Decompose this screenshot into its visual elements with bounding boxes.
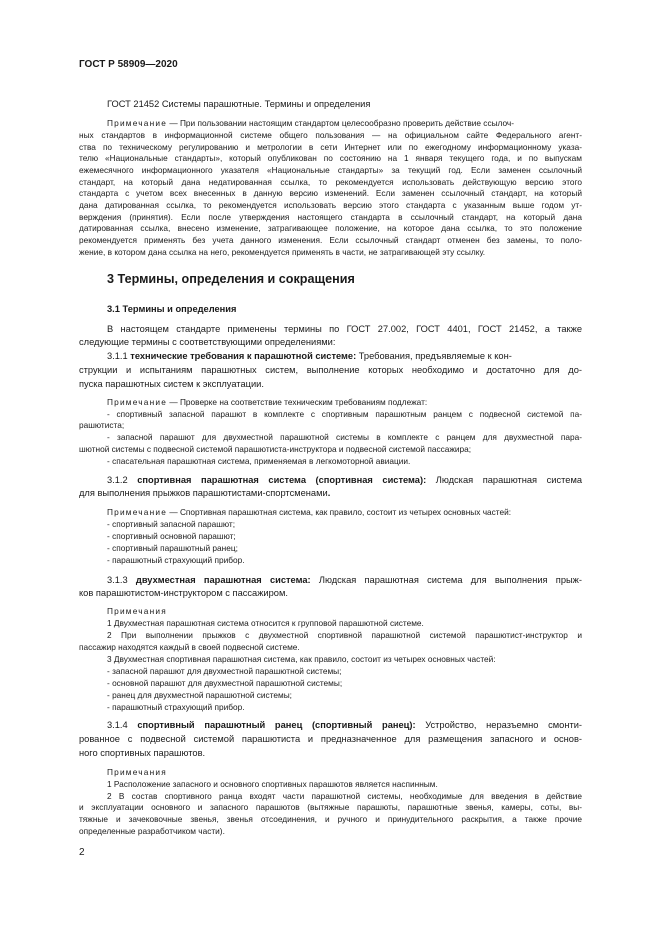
note-first-line — [107, 508, 511, 516]
note-line: датированная ссылка, внесено изменение, затрагивающее положение, на которое дана ссылка, то это положение — [79, 223, 582, 233]
note-line: ежемесячного информационного указателя «Национальные стандарты» за текущий год. Если заменен ссылочный — [79, 165, 582, 175]
intro-paragraph-line: В настоящем стандарте применены термины по ГОСТ 27.002, ГОСТ 4401, ГОСТ 21452, а также — [107, 324, 582, 334]
term-definition: Требования, предъявляемые к кон- — [356, 351, 512, 361]
note-text: — Спортивная парашютная система, как правило, состоит из четырех основных частей: — [167, 507, 512, 517]
note-line: тяжные и зачековочные звенья, звенья отсоединения, и ручного и принудительного раскрытия, а также прочие — [79, 814, 582, 824]
term-line — [107, 576, 582, 585]
list-item-continuation: шютной системы с подвесной системой парашютиста-инструктора и подвесной системой пассажира; — [79, 444, 472, 454]
note-line: 2 При выполнении прыжков с двухместной спортивной парашютной системой парашютист-инструктор и — [107, 630, 582, 640]
note-line: ных стандартов в информационной системе общего пользования — на официальном сайте Федерального агент- — [79, 130, 582, 140]
note-line: ства по техническому регулированию и метрологии в сети Интернет или по ежегодному информационному указа- — [79, 142, 582, 152]
term-definition: Устройство, неразъемно смонти- — [415, 720, 582, 730]
section-heading: 3 Термины, определения и сокращения — [107, 272, 355, 286]
note-line: телю «Национальные стандарты», который опубликован по состоянию на 1 января текущего года, и по выпускам — [79, 153, 582, 163]
list-item: - спортивный парашютный ранец; — [107, 543, 238, 553]
term-title: спортивный парашютный ранец (спортивный ранец): — [137, 720, 416, 730]
term-definition-line: струкции и испытаниям парашютных систем, выполнение которых необходимо и достаточно для до- — [79, 365, 582, 375]
term-line — [107, 476, 582, 485]
note-label: Примечание — [107, 507, 168, 517]
note-line: стандарта с учетом всех внесенных в данную версию изменений. Если заменен ссылочный стандарт, на который — [79, 188, 582, 198]
list-item: - спортивный основной парашют; — [107, 531, 236, 541]
note-text: — Проверке на соответствие техническим требованиям подлежат: — [167, 397, 428, 407]
term-definition: Людская парашютная система для выполнения прыж- — [310, 575, 582, 585]
term-definition-line: ков парашютистом-инструктором с пассажиром. — [79, 588, 288, 598]
list-item: - парашютный страхующий прибор. — [107, 702, 245, 712]
note-line: рекомендуется применять без учета данного изменения. Если ссылочный стандарт отменен без замены, то поло- — [79, 235, 582, 245]
term-title: двухместная парашютная система: — [135, 575, 311, 585]
list-item: - спасательная парашютная система, применяемая в легкомоторной авиации. — [107, 456, 411, 466]
notes-label: Примечания — [107, 767, 167, 777]
term-definition-line: пуска парашютных систем к эксплуатации. — [79, 379, 264, 389]
note-line: верждения (принятия). Если после утверждения настоящего стандарта в ссылочный стандарт, на который дана — [79, 212, 582, 222]
note-line: дана датированная ссылка, то рекомендуется использовать версию этого стандарта с указанным выше годом ут- — [79, 200, 582, 210]
note-line: и эксплуатации основного и запасного парашютов (вытяжные парашюты, парашютные звенья, камеры, соты, вы- — [79, 802, 582, 812]
note-line: 1 Расположение запасного и основного спортивных парашютов является наспинным. — [107, 779, 438, 789]
note-label: Примечание — [107, 397, 168, 407]
term-definition-line — [79, 489, 330, 498]
term-number: 3.1.1 — [107, 351, 131, 361]
term-definition-text: для выполнения прыжков парашютистами-спортсменами — [79, 488, 328, 498]
term-definition: Людская парашютная система — [426, 475, 583, 485]
note-line: 3 Двухместная спортивная парашютная система, как правило, состоит из четырех основных частей: — [107, 654, 496, 664]
term-definition-end: . — [327, 488, 331, 498]
note-line: жение, в котором дана ссылка на него, рекомендуется применять в части, не затрагивающей эту ссылку. — [79, 247, 486, 257]
term-line — [107, 721, 582, 730]
term-definition-line: рованное с подвесной системой парашютиста и предназначенное для размещения запасного и основ- — [79, 734, 582, 744]
subsection-heading: 3.1 Термины и определения — [107, 304, 237, 314]
term-definition-line: ного спортивных парашютов. — [79, 748, 206, 758]
note-text: — При пользовании настоящим стандартом целесообразно проверить действие ссылоч- — [167, 118, 515, 128]
referenced-standard: ГОСТ 21452 Системы парашютные. Термины и определения — [107, 99, 371, 109]
term-number: 3.1.4 — [107, 720, 138, 730]
note-line: стандарт, на который дана недатированная ссылка, то рекомендуется использовать действующую версию этого — [79, 177, 582, 187]
document-header: ГОСТ Р 58909—2020 — [79, 59, 178, 70]
page-number: 2 — [79, 847, 85, 858]
term-number: 3.1.3 — [107, 575, 136, 585]
list-item: - запасной парашют для двухместной парашютной системы; — [107, 666, 342, 676]
list-item-continuation: рашютиста; — [79, 420, 125, 430]
note-line: 1 Двухместная парашютная система относится к групповой парашютной системе. — [107, 618, 424, 628]
term-line — [107, 352, 582, 361]
intro-paragraph-line: следующие термины с соответствующими определениями: — [79, 337, 336, 347]
notes-label: Примечания — [107, 606, 167, 616]
term-title: технические требования к парашютной системе: — [130, 351, 357, 361]
note-line: определенные разработчиком части). — [79, 826, 225, 836]
list-item: - ранец для двухместной парашютной системы; — [107, 690, 292, 700]
list-item: - парашютный страхующий прибор. — [107, 555, 245, 565]
term-number: 3.1.2 — [107, 475, 138, 485]
note-line: 2 В состав спортивного ранца входят части парашютной системы, необходимые для введения в действие — [107, 791, 582, 801]
list-item: - спортивный запасной парашют в комплекте с спортивным парашютным ранцем с подвесной системой па- — [107, 409, 582, 419]
note-line: пассажир находятся каждый в своей подвесной системе. — [79, 642, 300, 652]
note-first-line — [107, 398, 427, 406]
list-item: - основной парашют для двухместной парашютной системы; — [107, 678, 343, 688]
note-first-line — [107, 119, 514, 127]
list-item: - спортивный запасной парашют; — [107, 519, 236, 529]
note-label: Примечание — [107, 118, 168, 128]
list-item: - запасной парашют для двухместной парашютной системы в комплекте с ранцем для двухместной пара- — [107, 432, 582, 442]
term-title: спортивная парашютная система (спортивная система): — [137, 475, 427, 485]
